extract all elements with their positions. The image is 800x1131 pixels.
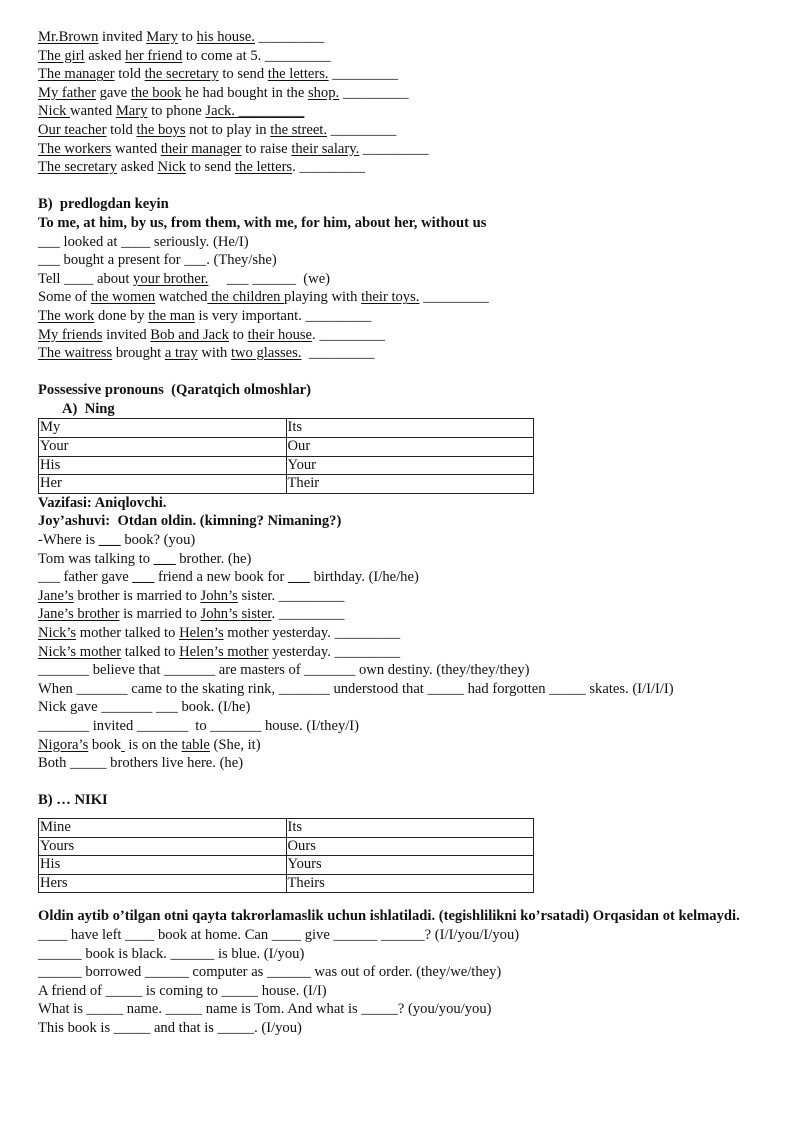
line-segment: to — [177, 29, 197, 45]
line-segment: A friend of _____ is coming to _____ house. (I/I) — [38, 982, 327, 999]
line-segment: to raise — [241, 140, 292, 157]
line-segment: table — [181, 736, 210, 753]
line-segment: watched — [155, 289, 208, 306]
line-segment: brought — [112, 345, 165, 362]
line-segment: Mr.Brown — [38, 29, 99, 45]
line-segment: The secretary — [38, 159, 117, 176]
line-segment: _______ invited _______ to _______ house. (I/they/I) — [38, 717, 360, 734]
table-cell: Your — [286, 456, 534, 475]
exercise-line — [38, 926, 758, 945]
table-row — [39, 438, 534, 457]
table-cell: Your — [39, 438, 287, 457]
line-segment: invited — [98, 29, 147, 45]
line-segment: to send — [218, 66, 268, 83]
exercise-line — [38, 550, 758, 569]
table-cell: Yours — [39, 837, 287, 856]
line-segment: ___ — [288, 569, 310, 586]
line-segment: her friend — [125, 47, 183, 64]
line-segment: The workers — [38, 140, 112, 157]
niki-heading: B) … NIKI — [38, 792, 108, 809]
line-segment: their toys. — [361, 289, 420, 306]
line-segment: wanted — [111, 140, 161, 157]
table-row — [39, 874, 534, 893]
line-segment: brother. (he) — [175, 550, 252, 567]
line-segment: invited — [102, 326, 151, 343]
exercise-line — [38, 717, 758, 736]
line-segment: ___ bought a present for ___. (They/she) — [38, 252, 277, 269]
table-cell: Yours — [286, 856, 534, 875]
line-segment: to send — [185, 159, 235, 176]
line-segment: with — [197, 345, 231, 362]
line-segment: What is _____ name. _____ name is Tom. And what is _____? (you/you/you) — [38, 1001, 492, 1018]
line-segment: Tom was talking to — [38, 550, 154, 567]
line-segment: your brother. — [133, 270, 209, 287]
line-segment: When _______ came to the skating rink, _______ understood that _____ had forgotten _____ skates. (I/I/I/I) — [38, 680, 674, 697]
line-segment: their manager — [160, 140, 242, 157]
exercise-line — [38, 661, 758, 680]
line-segment: ___ — [98, 532, 121, 549]
line-segment: their house — [247, 326, 313, 343]
line-segment: a tray — [164, 345, 198, 362]
line-segment: not to play in — [185, 121, 271, 138]
table-cell: Ours — [286, 837, 534, 856]
table-cell: Their — [286, 475, 534, 494]
line-segment: brother is married to — [73, 587, 201, 604]
line-segment: talked to — [121, 643, 180, 660]
exercise-line — [38, 158, 758, 177]
line-segment: the man — [148, 307, 195, 324]
exercise-line — [38, 307, 758, 326]
line-segment: he had bought in the — [181, 84, 308, 101]
table-row — [39, 837, 534, 856]
exercise-line — [38, 288, 758, 307]
line-segment: The work — [38, 307, 95, 324]
table-cell: Hers — [39, 874, 287, 893]
exercise-line — [38, 605, 758, 624]
line-segment: Nick gave _______ ___ book. (I/he) — [38, 699, 251, 716]
line-segment: playing with — [284, 289, 362, 306]
line-segment: Nick’s — [38, 625, 77, 641]
line-segment: The manager — [38, 66, 115, 83]
line-segment: The waitress — [38, 345, 113, 362]
line-segment: ______ borrowed ______ computer as ______ was out of order. (they/we/they) — [38, 964, 502, 981]
line-segment: John’s sister — [200, 606, 272, 623]
line-segment: The girl — [38, 47, 85, 64]
line-segment: is married to — [119, 606, 201, 623]
exercise-line — [38, 47, 758, 66]
line-segment: the street. — [270, 121, 327, 138]
exercise-line — [38, 587, 758, 606]
line-segment: Both _____ brothers live here. (he) — [38, 755, 244, 772]
exercise-line — [38, 326, 758, 345]
section-b-prompt: To me, at him, by us, from them, with me, for him, about her, without us — [38, 214, 487, 231]
line-segment: . _________ — [312, 326, 386, 343]
exercise-line — [38, 1019, 758, 1038]
line-segment: ____ have left ____ book at home. Can ____ give ______ ______? (I/I/you/I/you) — [38, 926, 520, 943]
line-segment: Bob and Jack — [150, 326, 229, 343]
line-segment: Mary — [146, 29, 178, 45]
line-segment: Helen’s mother — [179, 643, 269, 660]
worksheet-page — [38, 28, 758, 1037]
line-segment: _________ — [327, 121, 397, 138]
line-segment: is on the — [124, 736, 182, 753]
possessive-exercises — [38, 531, 758, 773]
placement-line: Joy’ashuvi: Otdan oldin. (kimning? Nimaning?) — [38, 513, 342, 530]
line-segment: the boys — [136, 121, 186, 138]
line-segment: _______ believe that _______ are masters of _______ own destiny. (they/they/they) — [38, 662, 530, 679]
exercise-line — [38, 121, 758, 140]
line-segment: the secretary — [144, 66, 219, 83]
line-segment: _________ — [254, 29, 325, 45]
exercise-line — [38, 736, 758, 755]
niki-note: Oldin aytib o’tilgan otni qayta takrorlamaslik uchun ishlatiladi. (tegishlilikni ko’rsatadi) Orqasidan ot kelmaydi. — [38, 908, 740, 925]
line-segment: wanted — [70, 103, 116, 120]
line-segment: the letters — [234, 159, 293, 176]
table-cell: Her — [39, 475, 287, 494]
line-segment: told — [106, 121, 137, 138]
table-row — [39, 475, 534, 494]
line-segment: ___ — [132, 569, 155, 586]
line-segment: Jack. _________ — [205, 103, 305, 120]
exercise-line — [38, 982, 758, 1001]
exercise-line — [38, 102, 758, 121]
line-segment: Nigora’s — [38, 736, 89, 753]
line-segment: . _________ — [292, 159, 366, 176]
line-segment: the women — [90, 289, 156, 306]
line-segment: the book — [130, 84, 182, 101]
table-row — [39, 856, 534, 875]
line-segment: This book is _____ and that is _____. (I/you) — [38, 1019, 302, 1036]
line-segment: John’s — [200, 587, 238, 604]
line-segment: My father — [38, 84, 96, 101]
exercise-line — [38, 568, 758, 587]
table-cell: Our — [286, 438, 534, 457]
exercise-line — [38, 270, 758, 289]
niki-exercises — [38, 926, 758, 1038]
table-row — [39, 456, 534, 475]
line-segment: Nick — [38, 103, 71, 120]
line-segment: Helen’s — [179, 625, 224, 641]
exercise-line — [38, 233, 758, 252]
line-segment: Our teacher — [38, 121, 107, 138]
line-segment: their salary. — [291, 140, 360, 157]
line-segment: ______ book is black. ______ is blue. (I/you) — [38, 945, 305, 962]
table-row — [39, 419, 534, 438]
exercise-line — [38, 680, 758, 699]
line-segment: two glasses. — [230, 345, 302, 362]
line-segment: Jane’s — [38, 587, 74, 604]
exercise-line — [38, 698, 758, 717]
line-segment: Nick — [157, 159, 186, 176]
line-segment: sister. _________ — [237, 587, 345, 604]
exercise-line — [38, 140, 758, 159]
line-segment: Jane’s brother — [38, 606, 120, 623]
table-cell: His — [39, 856, 287, 875]
table-cell: Theirs — [286, 874, 534, 893]
line-segment: gave — [95, 84, 131, 101]
line-segment: asked — [117, 159, 158, 176]
exercise-line — [38, 945, 758, 964]
line-segment: -Where is — [38, 532, 99, 549]
line-segment: friend a new book for — [154, 569, 289, 586]
line-segment: _________ — [359, 140, 429, 157]
line-segment: ___ ______ (we) — [208, 270, 331, 287]
line-segment: to — [228, 326, 248, 343]
exercise-line — [38, 84, 758, 103]
possessive-table-ning — [38, 418, 534, 493]
exercise-line — [38, 251, 758, 270]
line-segment: asked — [84, 47, 126, 64]
table-cell: Mine — [39, 818, 287, 837]
line-segment: book? (you) — [120, 532, 196, 549]
exercise-line — [38, 1000, 758, 1019]
line-segment: _________ — [328, 66, 398, 83]
line-segment: to phone — [147, 103, 206, 120]
line-segment: yesterday. _________ — [268, 643, 401, 660]
exercise-line — [38, 344, 758, 363]
line-segment: Tell ____ about — [38, 270, 134, 287]
line-segment: book — [88, 736, 122, 753]
line-segment: the children — [207, 289, 285, 306]
line-segment: Mary — [115, 103, 148, 120]
table-cell: Its — [286, 419, 534, 438]
exercise-line — [38, 754, 758, 773]
exercise-line — [38, 28, 758, 47]
line-segment: the letters. — [267, 66, 329, 83]
line-segment: ___ father gave — [38, 569, 133, 586]
exercise-line — [38, 643, 758, 662]
line-segment: mother yesterday. _________ — [223, 625, 401, 641]
line-segment: mother talked to — [76, 625, 180, 641]
line-segment: his house. — [196, 29, 255, 45]
line-segment: ___ — [153, 550, 176, 567]
possessive-heading: Possessive pronouns (Qaratqich olmoshlar) — [38, 382, 311, 399]
section-b-heading: B) predlogdan keyin — [38, 196, 169, 213]
line-segment: My friends — [38, 326, 103, 343]
line-segment: Nick’s mother — [38, 643, 122, 660]
line-segment: told — [114, 66, 145, 83]
section-a-exercises — [38, 28, 758, 177]
table-cell: Its — [286, 818, 534, 837]
line-segment: to come at 5. _________ — [182, 47, 331, 64]
section-b-exercises — [38, 233, 758, 363]
line-segment: ___ looked at ____ seriously. (He/I) — [38, 233, 249, 250]
possessive-table-niki — [38, 818, 534, 893]
line-segment: birthday. (I/he/he) — [309, 569, 419, 586]
line-segment: shop. — [307, 84, 340, 101]
line-segment: . _________ — [271, 606, 345, 623]
table-row — [39, 818, 534, 837]
exercise-line — [38, 65, 758, 84]
line-segment: (She, it) — [209, 736, 261, 753]
exercise-line — [38, 624, 758, 643]
possessive-subheading: A) Ning — [62, 400, 115, 417]
line-segment: _________ — [419, 289, 489, 306]
table-cell: His — [39, 456, 287, 475]
line-segment: Some of — [38, 289, 91, 306]
line-segment: _________ — [301, 345, 375, 362]
line-segment: _________ — [339, 84, 409, 101]
table-cell: My — [39, 419, 287, 438]
line-segment: is very important. _________ — [194, 307, 372, 324]
exercise-line — [38, 531, 758, 550]
exercise-line — [38, 963, 758, 982]
task-line: Vazifasi: Aniqlovchi. — [38, 494, 167, 511]
line-segment: done by — [94, 307, 149, 324]
